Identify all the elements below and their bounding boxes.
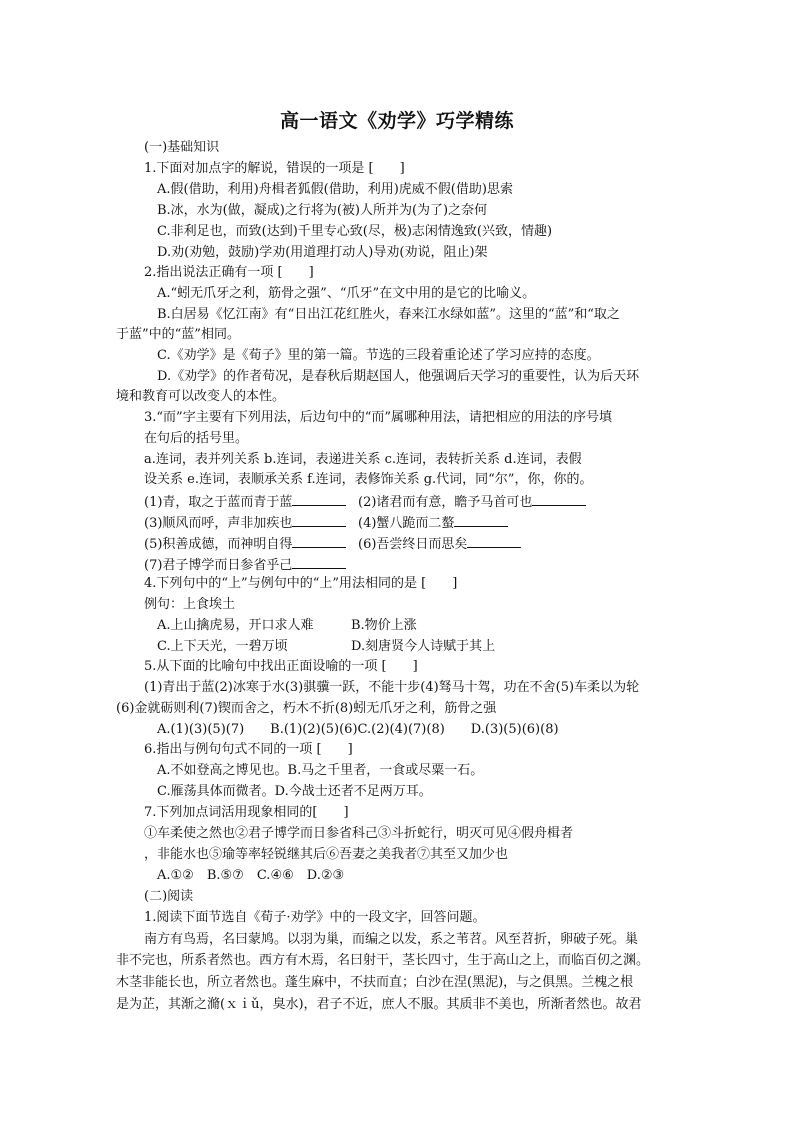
answer-blank[interactable] (292, 535, 346, 548)
page-title: 高一语文《劝学》巧学精练 (279, 110, 514, 132)
question-5: 5.从下面的比喻句中找出正面设喻的一项 [ ] (144, 659, 418, 674)
question-4-option-d: D.刻唐贤今人诗赋于其上 (351, 639, 496, 654)
question-7-items: ①车柔使之然也②君子博学而日参省科己③斗折蛇行，明灭可见④假舟楫者 (144, 826, 574, 841)
question-1-option-c: C.非利足也，而致(达到)千里专心致(尽，极)志闲情逸致(兴致，情趣) (157, 224, 553, 239)
answer-blank[interactable] (467, 535, 521, 548)
question-4-option-b: B.物价上涨 (351, 618, 417, 633)
question-2-option-a: A.“蚓无爪牙之利，筋骨之强”、“爪牙”在文中用的是它的比喻义。 (157, 286, 536, 301)
question-6-options-cd: C.雁荡具体而微者。D.今战士还者不足两万耳。 (157, 784, 432, 799)
question-3-item-2: (2)诸君而有意，瞻予马首可也 (358, 493, 586, 511)
question-6-options-ab: A.不如登高之博见也。B.马之千里者，一食或尽粟一石。 (157, 763, 484, 778)
question-3-usages: a.连词，表并列关系 b.连词，表递进关系 c.连词，表转折关系 d.连词，表假 (144, 452, 582, 467)
question-4-example: 例句：上食埃土 (144, 597, 236, 612)
question-5-options: A.(1)(3)(5)(7) B.(1)(2)(5)(6)C.(2)(4)(7)(8) D.(3)(5)(6)(8) (157, 722, 559, 737)
question-7-items-cont: ，非能水也⑤瑜等率轻锐继其后⑥吾妻之美我者⑦其至又加少也 (144, 847, 509, 862)
question-4-option-a: A.上山擒虎易，开口求人难 (157, 618, 314, 633)
reading-passage-line: 南方有鸟焉，名曰蒙鸠。以羽为巢，而编之以发，系之苇苕。风至苕折，卵破子死。巢 (144, 932, 639, 947)
answer-blank[interactable] (292, 493, 346, 506)
section-heading-basics: (一)基础知识 (144, 140, 220, 155)
question-3-cont: 在句后的括号里。 (144, 431, 249, 446)
question-2-option-c: C.《劝学》是《荀子》里的第一篇。节选的三段着重论述了学习应持的态度。 (157, 348, 600, 363)
question-4-option-c: C.上下天光，一碧万顷 (157, 639, 288, 654)
question-2: 2.指出说法正确有一项 [ ] (144, 265, 314, 280)
question-3-item-6: (6)吾尝终日而思矣 (358, 535, 521, 553)
question-1-option-d: D.劝(劝勉，鼓励)学劝(用道理打动人)导劝(劝说，阻止)架 (157, 245, 488, 260)
reading-question-1: 1.阅读下面节选自《荀子·劝学》中的一段文字，回答问题。 (144, 910, 486, 925)
question-3-usages-cont: 设关系 e.连词，表顺承关系 f.连词，表修饰关系 g.代词，同“尔”，你，你的。 (144, 472, 593, 487)
question-6: 6.指出与例句句式不同的一项 [ ] (144, 742, 353, 757)
question-7-options: A.①② B.⑤⑦ C.④⑥ D.②③ (157, 868, 345, 883)
question-2-option-d-cont: 境和教育可以改变人的本性。 (116, 389, 286, 404)
question-1: 1.下面对加点字的解说，错误的一项是 [ ] (144, 161, 405, 176)
question-3: 3.“而”字主要有下列用法，后边句中的“而”属哪种用法，请把相应的用法的序号填 (144, 410, 612, 425)
answer-blank[interactable] (454, 514, 508, 527)
answer-blank[interactable] (292, 514, 346, 527)
question-3-item-4: (4)蟹八跪而二螯 (358, 514, 508, 532)
section-heading-reading: (二)阅读 (144, 889, 194, 904)
question-7: 7.下列加点词活用现象相同的[ ] (144, 805, 349, 820)
question-1-option-b: B.冰，水为(做，凝成)之行将为(被)人所并为(为了)之奈何 (157, 203, 488, 218)
reading-passage-line: 木茎非能长也，所立者然也。蓬生麻中，不扶而直；白沙在涅(黑泥)，与之俱黑。兰槐之根 (116, 975, 634, 990)
question-3-item-7: (7)君子博学而日参省乎己 (144, 556, 346, 574)
question-4: 4.下列句中的“上”与例句中的“上”用法相同的是 [ ] (144, 576, 458, 591)
question-5-items-cont: (6)金就砺则利(7)锲而舍之，朽木不折(8)蚓无爪牙之利，筋骨之强 (116, 701, 497, 716)
reading-passage-line: 是为芷，其渐之滫(ｘｉǔ，臭水)，君子不近，庶人不服。其质非不美也，所渐者然也。故君 (116, 997, 642, 1012)
question-2-option-b-cont: 于蓝”中的“蓝”相同。 (116, 327, 240, 342)
question-3-item-1: (1)青，取之于蓝而青于蓝 (144, 493, 346, 511)
question-5-items: (1)青出于蓝(2)冰寒于水(3)骐骥一跃，不能十步(4)驽马十驾，功在不舍(5)车柔以为轮 (144, 680, 640, 695)
answer-blank[interactable] (532, 493, 586, 506)
answer-blank[interactable] (292, 556, 346, 569)
reading-passage-line: 非不完也，所系者然也。西方有木焉，名曰射干，茎长四寸，生于高山之上，而临百仞之渊。 (116, 953, 650, 968)
question-2-option-b: B.白居易《忆江南》有“日出江花红胜火，春来江水绿如蓝”。这里的“蓝”和“取之 (157, 307, 620, 322)
question-3-item-5: (5)积善成德，而神明自得 (144, 535, 346, 553)
question-2-option-d: D.《劝学》的作者荀况，是春秋后期赵国人，他强调后天学习的重要性，认为后天环 (157, 369, 640, 384)
question-3-item-3: (3)顺风而呼，声非加疾也 (144, 514, 346, 532)
question-1-option-a: A.假(借助，利用)舟楫者狐假(借助，利用)虎威不假(借助)思索 (157, 182, 513, 197)
